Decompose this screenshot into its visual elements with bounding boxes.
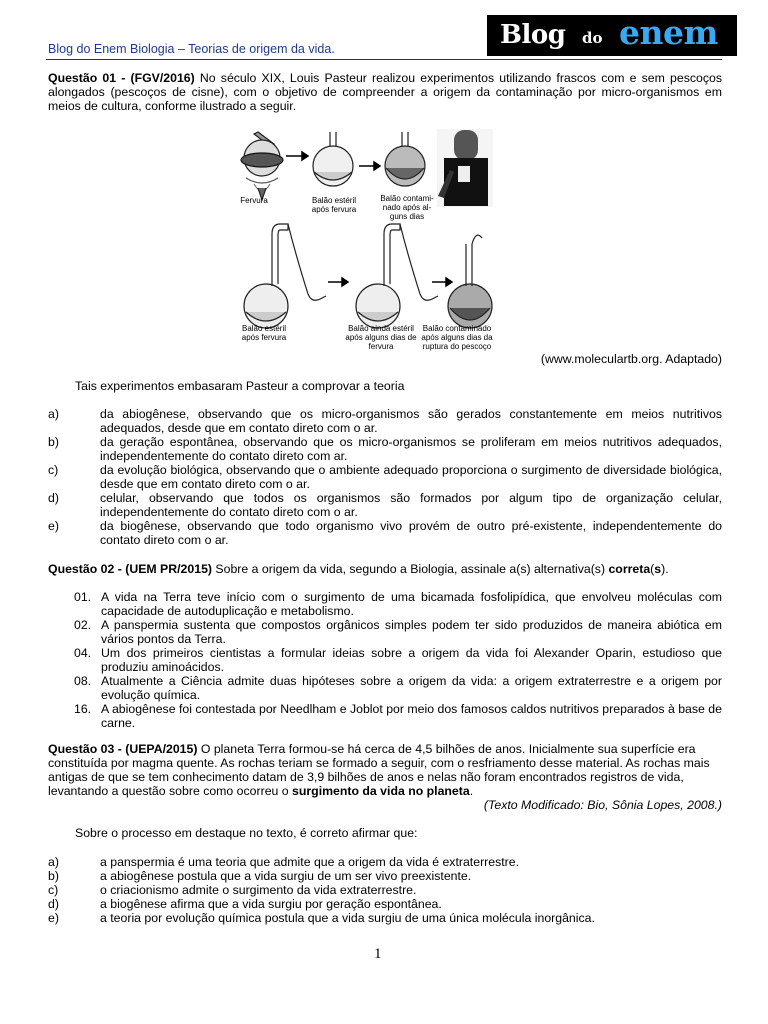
question-3-stem xyxy=(48,742,722,798)
sterile-flask-icon xyxy=(313,132,353,186)
option-label: a) xyxy=(48,855,59,869)
question-3-label: Questão 03 - (UEPA/2015) xyxy=(48,742,198,756)
question-3-source: (Texto Modificado: Bio, Sônia Lopes, 2008.) xyxy=(483,798,722,812)
option-label: a) xyxy=(48,407,59,421)
arrow-icon xyxy=(432,278,452,286)
question-1-text: No século XIX, Louis Pasteur realizou experimentos utilizando frascos com e sem pescoços alongados (pescoços de cisne), com o objetivo de compreender a origem da contaminação por micro-organismos em meios de cultura, conforme ilustrado a seguir. xyxy=(48,71,722,113)
arrow-icon xyxy=(286,152,308,160)
boiling-flask-icon xyxy=(241,132,283,200)
question-2-paren-open: ( xyxy=(650,562,655,576)
option-label: 08. xyxy=(74,674,92,688)
figure-caption-5: Balão ainda estéril após alguns dias de fervura xyxy=(345,324,417,351)
option-text: da abiogênese, observando que os micro-organismos são gerados constantemente em meios nutritivos adequados, desde que em contato direto com o ar. xyxy=(100,407,722,435)
question-1-source: (www.moleculartb.org. Adaptado) xyxy=(540,352,722,366)
figure-caption-3: Balão contami-nado após al-guns dias xyxy=(380,194,434,221)
swan-neck-flask-still-sterile-icon xyxy=(356,224,438,328)
contaminated-flask-icon xyxy=(385,132,425,186)
option-label: c) xyxy=(48,463,59,477)
option-label: d) xyxy=(48,897,59,911)
logo-text-do: do xyxy=(582,29,603,47)
pasteur-experiment-figure xyxy=(232,126,494,354)
option-label: b) xyxy=(48,869,59,883)
question-2-emphasis-s: s xyxy=(654,562,662,576)
option-text: a panspermia é uma teoria que admite que a origem da vida é extraterrestre. xyxy=(100,855,520,869)
question-3-text: O planeta Terra formou-se há cerca de 4,5 bilhões de anos. Inicialmente sua superfície era constituída por magma quente. As rochas teriam se formado a seguir, com o resfriamento desse material. As rochas mais antigas de que se tem conhecimento datam de 3,9 bilhões de anos e nelas não foram encontrados registros de vida, levantando a questão sobre como ocorreu o xyxy=(48,742,710,798)
option-label: c) xyxy=(48,883,59,897)
option-label: 04. xyxy=(74,646,92,660)
option-label: 02. xyxy=(74,618,92,632)
option-text: a abiogênese postula que a vida surgiu de um ser vivo preexistente. xyxy=(100,869,472,883)
option-label: 01. xyxy=(74,590,92,604)
arrow-icon xyxy=(328,278,348,286)
question-3-prompt: Sobre o processo em destaque no texto, é correto afirmar que: xyxy=(75,826,418,840)
option-text: A abiogênese foi contestada por Needlham e Joblot por meio dos famosos caldos nutritivos preparados à base de carne. xyxy=(101,702,722,730)
question-3-period: . xyxy=(469,784,474,798)
figure-caption-6: Balão contaminado após alguns dias da ruptura do pescoço xyxy=(421,324,493,351)
page-header-title: Blog do Enem Biologia – Teorias de origem da vida. xyxy=(48,42,335,56)
option-label: 16. xyxy=(74,702,92,716)
option-label: e) xyxy=(48,911,59,925)
figure-caption-4: Balão estéril após fervura xyxy=(241,324,287,342)
figure-caption-2: Balão estéril após fervura xyxy=(311,196,357,214)
question-3-emphasis: surgimento da vida no planeta xyxy=(292,784,470,798)
page-number: 1 xyxy=(374,946,382,962)
flask-illustration xyxy=(232,126,494,354)
blog-do-enem-logo xyxy=(487,15,737,56)
figure-caption-1: Fervura xyxy=(240,196,268,205)
option-text: o criacionismo admite o surgimento da vida extraterrestre. xyxy=(100,883,417,897)
louis-pasteur-photo xyxy=(437,129,493,207)
option-text: a biogênese afirma que a vida surgiu por geração espontânea. xyxy=(100,897,442,911)
option-text: da geração espontânea, observando que os micro-organismos se proliferam em meios nutritivos adequados, independentemente do contato direto com ar. xyxy=(100,435,722,463)
question-2-text: Sobre a origem da vida, segundo a Biologia, assinale a(s) alternativa(s) xyxy=(212,562,609,576)
option-text: da biogênese, observando que todo organismo vivo provém de outro pré-existente, independentemente do contato direto com o ar. xyxy=(100,519,722,547)
swan-neck-flask-sterile-icon xyxy=(244,224,326,328)
header-divider xyxy=(46,59,722,60)
option-label: d) xyxy=(48,491,59,505)
question-2-stem xyxy=(48,562,722,576)
question-2-paren-close: ). xyxy=(661,562,669,576)
arrow-icon xyxy=(359,162,380,170)
broken-neck-contaminated-flask-icon xyxy=(448,235,492,328)
option-text: Atualmente a Ciência admite duas hipóteses sobre a origem da vida: a origem extraterrestre e a origem por evolução química. xyxy=(101,674,722,702)
option-text: Um dos primeiros cientistas a formular ideias sobre a origem da vida foi Alexander Oparin, estudioso que produziu aminoácidos. xyxy=(101,646,722,674)
question-1-prompt: Tais experimentos embasaram Pasteur a comprovar a teoria xyxy=(75,379,405,393)
option-text: A vida na Terra teve início com o surgimento de uma bicamada fosfolipídica, que envolveu moléculas com capacidade de autoduplicação e metabolismo. xyxy=(101,590,722,618)
option-label: b) xyxy=(48,435,59,449)
question-1-stem xyxy=(48,71,722,113)
question-2-label: Questão 02 - (UEM PR/2015) xyxy=(48,562,213,576)
question-2-emphasis-correct: correta xyxy=(608,562,651,576)
option-text: celular, observando que todos os organismos são formados por algum tipo de organização celular, independentemente do contato direto com o ar. xyxy=(100,491,722,519)
option-label: e) xyxy=(48,519,59,533)
question-1-label: Questão 01 - (FGV/2016) xyxy=(48,71,195,85)
logo-text-enem: enem xyxy=(619,13,718,52)
option-text: A panspermia sustenta que compostos orgânicos simples podem ter sido produzidos de maneira abiótica em vários pontos da Terra. xyxy=(101,618,722,646)
option-text: da evolução biológica, observando que o ambiente adequado proporciona o surgimento de diversidade biológica, desde que em contato direto com o ar. xyxy=(100,463,722,491)
logo-text-blog: Blog xyxy=(500,20,566,50)
option-text: a teoria por evolução química postula que a vida surgiu de uma única molécula inorgânica. xyxy=(100,911,595,925)
